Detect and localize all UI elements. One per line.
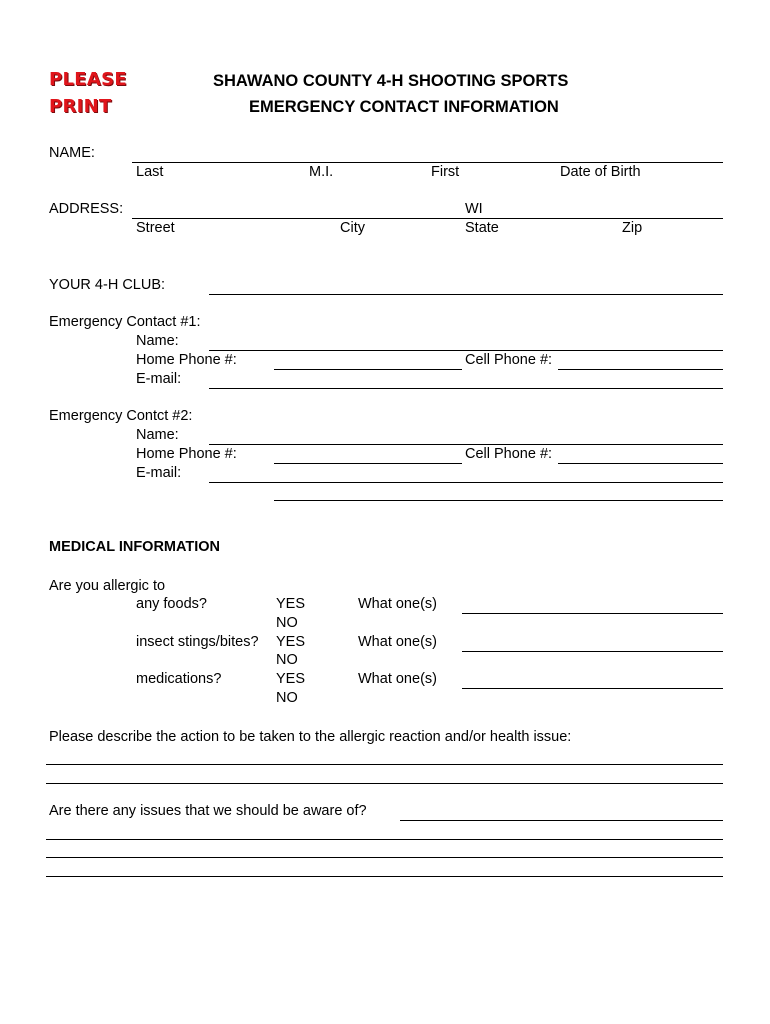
contact1-home-phone-line[interactable] [274, 369, 462, 370]
issues-line-1[interactable] [400, 820, 723, 821]
name-label: NAME: [49, 145, 95, 161]
middle-initial-caption: M.I. [309, 164, 334, 180]
club-field-line[interactable] [209, 294, 723, 295]
street-caption: Street [136, 220, 175, 236]
contact1-cell-phone-line[interactable] [558, 369, 723, 370]
insects-no-option[interactable]: NO [276, 652, 298, 668]
foods-which-line[interactable] [462, 613, 723, 614]
allergy-medications-label: medications? [136, 671, 222, 687]
issues-line-2[interactable] [46, 839, 723, 840]
zip-caption: Zip [622, 220, 643, 236]
contact1-cell-phone-label: Cell Phone #: [465, 352, 553, 368]
contact2-name-label: Name: [136, 427, 179, 443]
allergy-insects-label: insect stings/bites? [136, 634, 259, 650]
describe-line-1[interactable] [46, 764, 723, 765]
state-value: WI [465, 201, 483, 217]
contact1-heading: Emergency Contact #1: [49, 314, 201, 330]
contact2-home-phone-line[interactable] [274, 463, 462, 464]
contact1-home-phone-label: Home Phone #: [136, 352, 237, 368]
first-name-caption: First [431, 164, 460, 180]
allergy-question: Are you allergic to [49, 578, 166, 594]
medications-which-label: What one(s) [358, 671, 437, 687]
club-label: YOUR 4-H CLUB: [49, 277, 166, 293]
contact2-name-line[interactable] [209, 444, 723, 445]
contact1-email-label: E-mail: [136, 371, 182, 387]
insects-yes-option[interactable]: YES [276, 634, 306, 650]
contact2-email-line[interactable] [209, 482, 723, 483]
contact2-cell-phone-line[interactable] [558, 463, 723, 464]
medical-heading: MEDICAL INFORMATION [49, 539, 221, 555]
issues-line-3[interactable] [46, 857, 723, 858]
contact2-heading: Emergency Contct #2: [49, 408, 193, 424]
contact1-name-label: Name: [136, 333, 179, 349]
contact2-cell-phone-label: Cell Phone #: [465, 446, 553, 462]
date-of-birth-caption: Date of Birth [560, 164, 641, 180]
contact1-email-line[interactable] [209, 388, 723, 389]
foods-no-option[interactable]: NO [276, 615, 298, 631]
contact2-extra-line[interactable] [274, 500, 723, 501]
please-print-line2: PRINT [49, 96, 112, 117]
form-subtitle: EMERGENCY CONTACT INFORMATION [249, 98, 559, 116]
contact1-name-line[interactable] [209, 350, 723, 351]
city-caption: City [340, 220, 365, 236]
contact2-home-phone-label: Home Phone #: [136, 446, 237, 462]
address-label: ADDRESS: [49, 201, 124, 217]
foods-yes-option[interactable]: YES [276, 596, 306, 612]
insects-which-line[interactable] [462, 651, 723, 652]
please-print-line1: PLEASE [49, 69, 127, 90]
issues-label: Are there any issues that we should be aware of? [49, 803, 367, 819]
state-caption: State [465, 220, 499, 236]
allergy-foods-label: any foods? [136, 596, 207, 612]
issues-line-4[interactable] [46, 876, 723, 877]
last-name-caption: Last [136, 164, 164, 180]
describe-action-label: Please describe the action to be taken to the allergic reaction and/or health issue: [49, 729, 572, 745]
medications-which-line[interactable] [462, 688, 723, 689]
insects-which-label: What one(s) [358, 634, 437, 650]
name-field-line[interactable] [132, 162, 723, 163]
medications-no-option[interactable]: NO [276, 690, 298, 706]
medications-yes-option[interactable]: YES [276, 671, 306, 687]
address-field-line[interactable] [132, 218, 723, 219]
form-title: SHAWANO COUNTY 4-H SHOOTING SPORTS [213, 72, 569, 90]
foods-which-label: What one(s) [358, 596, 437, 612]
contact2-email-label: E-mail: [136, 465, 182, 481]
describe-line-2[interactable] [46, 783, 723, 784]
